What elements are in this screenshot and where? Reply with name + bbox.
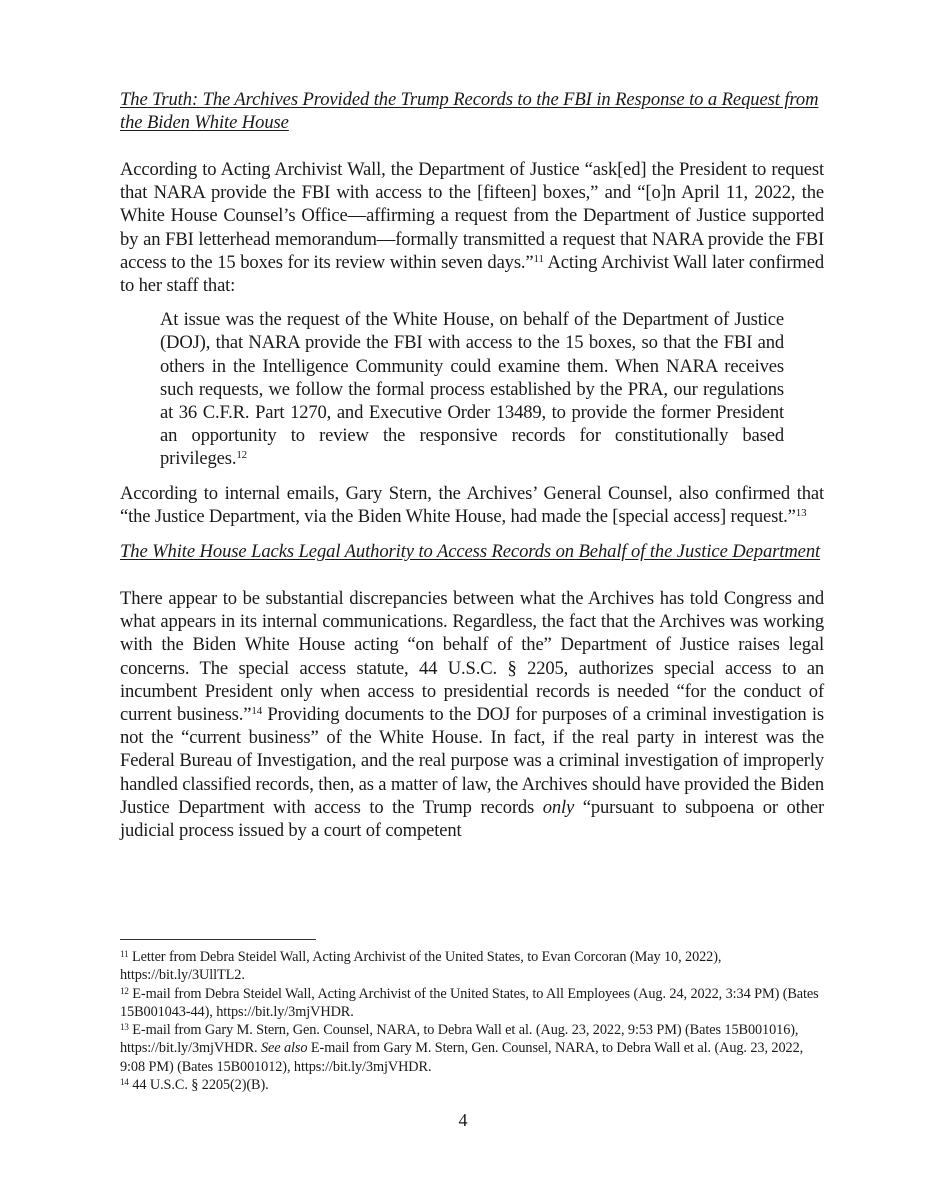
footnote-11 bbox=[120, 948, 826, 985]
paragraph-gary-stern bbox=[120, 482, 824, 528]
footnote-text: Letter from Debra Steidel Wall, Acting Archivist of the United States, to Evan Corcoran (May 10, 2022), https://bit.ly/3UllTL2. bbox=[120, 949, 722, 984]
footnote-14 bbox=[120, 1076, 826, 1094]
section-heading-legal-authority: The White House Lacks Legal Authority to Access Records on Behalf of the Justice Department bbox=[120, 541, 821, 563]
footnote-ref-11[interactable]: 11 bbox=[533, 252, 544, 265]
footnote-text: E-mail from Gary M. Stern, Gen. Counsel, NARA, to Debra Wall et al. (Aug. 23, 2022, 9:08 PM) (Bates 15B001012), https://bit.ly/3mjVHDR. bbox=[120, 1040, 804, 1075]
footnote-ref-12[interactable]: 12 bbox=[236, 449, 248, 462]
emphasis-see-also: See also bbox=[260, 1040, 308, 1057]
footnote-13 bbox=[120, 1021, 826, 1076]
paragraph-discrepancies bbox=[120, 587, 824, 842]
footnote-number: 12 bbox=[120, 985, 129, 996]
footnote-text: 44 U.S.C. § 2205(2)(B). bbox=[128, 1077, 269, 1094]
paragraph-acting-archivist bbox=[120, 158, 824, 297]
paragraph-text: There appear to be substantial discrepancies between what the Archives has told Congress and what appears in its internal communications. Regardless, the fact that the Archives was working with the Biden White House acting “on behalf of the” Department of Justice raises legal concerns. The special access statute, 44 U.S.C. § 2205, authorizes special access to an incumbent President only when access to presidential records is needed “for the conduct of current business.” bbox=[120, 588, 824, 726]
quote-text: At issue was the request of the White House, on behalf of the Department of Justice (DOJ), that NARA provide the FBI with access to the 15 boxes, so that the FBI and others in the Intelligence Community could examine them. When NARA receives such requests, we follow the formal process established by the PRA, our regulations at 36 C.F.R. Part 1270, and Executive Order 13489, to provide the former President an opportunity to review the responsive records for constitutionally based privileges. bbox=[160, 309, 784, 470]
paragraph-text: According to internal emails, Gary Stern, the Archives’ General Counsel, also confirmed that “the Justice Department, via the Biden White House, had made the [special access] request.” bbox=[120, 482, 824, 527]
paragraph-text: According to Acting Archivist Wall, the Department of Justice “ask[ed] the President to request that NARA provide the FBI with access to the [fifteen] boxes,” and “[o]n April 11, 2022, the White House Counsel’s Office—affirming a request from the Department of Justice supported by an FBI letterhead memorandum—formally transmitted a request that NARA provide the FBI access to the 15 boxes for its review within seven days.” bbox=[120, 159, 824, 273]
footnote-number: 14 bbox=[120, 1077, 129, 1088]
section-heading-truth: The Truth: The Archives Provided the Trump Records to the FBI in Response to a Request from the Biden White House bbox=[120, 89, 819, 133]
footnote-12 bbox=[120, 985, 826, 1022]
paragraph-text: “pursuant to subpoena or other judicial process issued by a court of competent bbox=[120, 796, 824, 842]
page-number: 4 bbox=[458, 1110, 468, 1130]
block-quote-wall bbox=[160, 308, 784, 470]
footnote-ref-14[interactable]: 14 bbox=[251, 705, 263, 718]
emphasis-only: only bbox=[542, 796, 575, 818]
paragraph-text: Acting Archivist Wall later confirmed to her staff that: bbox=[120, 251, 824, 297]
footnote-number: 13 bbox=[120, 1022, 129, 1033]
footnote-text: E-mail from Gary M. Stern, Gen. Counsel, NARA, to Debra Wall et al. (Aug. 23, 2022, 9:53 PM) (Bates 15B001016), https://bit.ly/3mjVHDR. bbox=[120, 1022, 799, 1057]
footnote-number: 11 bbox=[120, 949, 129, 959]
footnote-ref-13[interactable]: 13 bbox=[795, 506, 807, 519]
main-content bbox=[120, 88, 824, 842]
footnotes-section bbox=[120, 948, 826, 1094]
footnote-text: E-mail from Debra Steidel Wall, Acting Archivist of the United States, to All Employees (Aug. 24, 2022, 3:34 PM) (Bates 15B001043-44), https://bit.ly/3mjVHDR. bbox=[120, 985, 819, 1020]
paragraph-text: Providing documents to the DOJ for purposes of a criminal investigation is not the “current business” of the White House. In fact, if the real party in interest was the Federal Bureau of Investigation, and the real purpose was a criminal investigation of improperly handled classified records, then, as a matter of law, the Archives should have provided the Biden Justice Department with access to the Trump records bbox=[120, 704, 825, 818]
footnote-divider bbox=[120, 939, 316, 940]
